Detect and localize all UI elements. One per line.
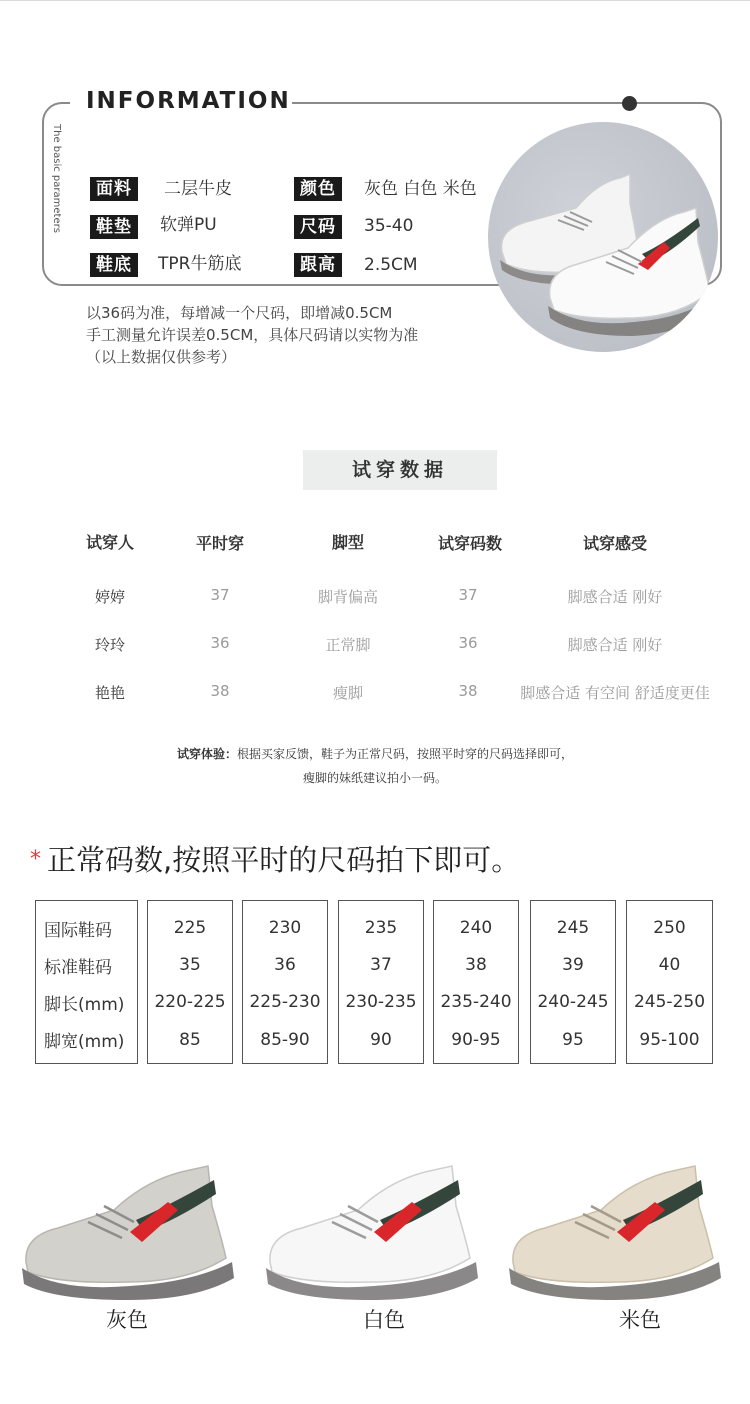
tryon-cell: 36 [458,634,478,652]
info-title-line [293,102,629,104]
size-cell: 235 [364,918,398,938]
spec-label-size: 尺码 [294,215,342,239]
spec-label-material: 面料 [90,177,138,201]
color-label-white: 白色 [363,1308,405,1332]
spec-label-insole: 鞋垫 [90,215,138,239]
size-cell: 40 [658,955,681,975]
size-cell: 245 [556,918,590,938]
size-column-37 [338,900,424,1064]
tryon-cell: 脚感合适 刚好 [567,636,663,654]
tryon-cell: 正常脚 [325,636,371,654]
size-cell: 250 [653,918,686,938]
size-column-36 [242,900,328,1064]
size-cell: 85-90 [260,1030,310,1050]
tryon-cell: 38 [210,682,230,700]
size-note-line: 以36码为准，每增减一个尺码，即增减0.5CM [86,304,393,322]
tryon-header: 试穿人 [85,533,135,552]
tryon-header: 试穿感受 [582,534,648,553]
spec-value-sole: TPR牛筋底 [158,254,242,274]
tryon-experience-line1: 试穿体验：根据买家反馈，鞋子为正常尺码，按照平时穿的尺码选择即可， [176,747,574,761]
size-cell: 90-95 [451,1030,501,1050]
spec-value-size: 35-40 [364,216,414,236]
info-side-caption: The basic parameters [51,124,62,233]
tryon-cell: 脚感合适 刚好 [567,588,663,606]
size-cell: 37 [370,955,392,975]
spec-label-heel: 跟高 [294,253,342,277]
size-cell: 230 [268,918,302,938]
size-cell: 95-100 [639,1030,700,1050]
tryon-cell: 婷婷 [94,588,126,606]
tryon-cell: 瘦脚 [332,684,364,702]
size-cell: 35 [179,955,201,975]
size-row-label: 脚宽(mm) [44,1032,125,1052]
size-cell: 245-250 [633,992,706,1012]
size-row-label: 国际鞋码 [44,921,112,941]
tryon-header: 试穿码数 [437,534,503,553]
white-shoes-image [488,122,718,352]
size-cell: 95 [562,1030,584,1050]
tryon-banner: 试穿数据 [303,450,497,490]
spec-value-heel: 2.5CM [364,255,418,275]
tryon-cell: 脚感合适 有空间 舒适度更佳 [520,684,710,702]
tryon-experience-label: 试穿体验： [176,747,237,761]
tryon-cell: 37 [210,586,230,604]
tryon-cell: 38 [458,682,478,700]
tryon-cell: 脚背偏高 [317,588,379,606]
info-title: INFORMATION [86,88,291,114]
tryon-cell: 36 [210,634,230,652]
beige-shoe-image [505,1150,730,1300]
info-title-dot [622,96,637,111]
color-label-beige: 米色 [619,1308,661,1332]
product-photo-circle [488,122,718,352]
spec-label-color: 颜色 [294,177,342,201]
size-cell: 235-240 [440,992,512,1012]
size-cell: 38 [465,955,487,975]
spec-value-insole: 软弹PU [160,215,217,235]
size-label-column [35,900,138,1064]
size-note-line: 手工测量允许误差0.5CM，具体尺码请以实物为准 [86,326,419,344]
size-cell: 90 [370,1030,392,1050]
size-row-label: 标准鞋码 [44,958,112,978]
top-divider [0,0,750,1]
size-row-label: 脚长(mm) [44,995,125,1015]
spec-value-material: 二层牛皮 [164,179,232,199]
size-column-38 [433,900,519,1064]
tryon-header: 平时穿 [195,534,245,553]
tryon-cell: 玲玲 [94,636,126,654]
tryon-cell: 37 [458,586,478,604]
color-label-gray: 灰色 [106,1308,148,1332]
size-notes [86,302,418,368]
size-column-35 [147,900,233,1064]
asterisk-icon: * [30,847,41,872]
size-cell: 39 [562,955,584,975]
spec-label-sole: 鞋底 [90,253,138,277]
tryon-cell: 艳艳 [94,684,126,702]
size-cell: 225 [173,918,207,938]
size-note-line: （以上数据仅供参考） [86,348,237,366]
gray-shoe-image [18,1150,243,1300]
size-cell: 36 [274,955,296,975]
white-shoe-image [262,1150,487,1300]
size-cell: 240 [459,918,493,938]
size-headline: * 正常码数,按照平时的尺码拍下即可。 [30,843,521,877]
spec-value-color: 灰色 白色 米色 [364,179,477,199]
tryon-experience-line2: 瘦脚的妹纸建议拍小一码。 [302,771,447,785]
size-cell: 225-230 [249,992,321,1012]
size-column-40 [626,900,713,1064]
size-column-39 [530,900,616,1064]
size-cell: 220-225 [154,992,226,1012]
size-cell: 230-235 [345,992,417,1012]
size-cell: 240-245 [537,992,609,1012]
tryon-header: 脚型 [331,533,365,552]
size-cell: 85 [179,1030,201,1050]
